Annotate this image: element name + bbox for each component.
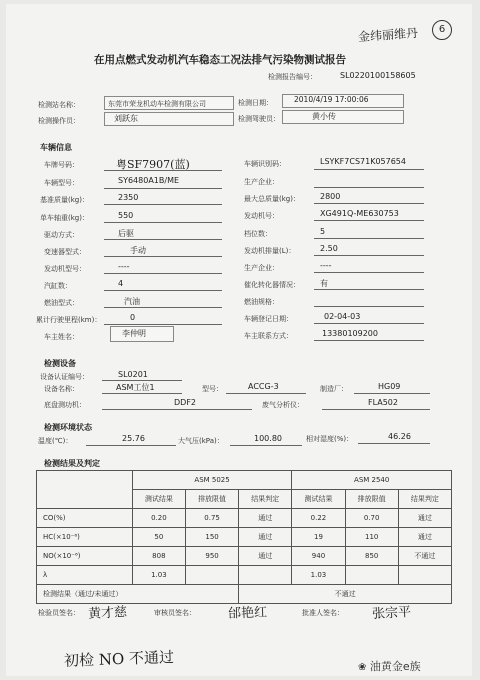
cell: 150 (185, 528, 238, 547)
cell: 940 (292, 547, 345, 566)
equip-model-value: ACCG-3 (248, 382, 279, 391)
cell: 808 (132, 547, 185, 566)
cell: 50 (132, 528, 185, 547)
table-header-row (37, 471, 452, 490)
catalyst-label: 催化转化器情况： (244, 281, 300, 289)
cell: 1.03 (292, 566, 345, 585)
approver-label: 批准人签名： (302, 609, 344, 617)
temp-value: 25.76 (122, 434, 145, 443)
handwritten-note: 初检 NO 不通过 (63, 648, 175, 670)
reviewer-label: 审核员签名： (154, 609, 196, 617)
cell: 通过 (239, 509, 292, 528)
report-page (6, 4, 472, 676)
axle-load-value: 550 (118, 211, 134, 220)
cell (239, 566, 292, 585)
base-mass-value: 2350 (118, 193, 139, 202)
phone-label: 车主联系方式： (244, 332, 293, 340)
row-label: CO(%) (37, 509, 133, 528)
watermark (358, 658, 421, 674)
cell: 1.03 (132, 566, 185, 585)
cell (398, 566, 451, 585)
displacement-label: 发动机排量(L)： (244, 247, 296, 255)
col-result: 测试结果 (132, 490, 185, 509)
cell: 19 (292, 528, 345, 547)
operator-label: 检测操作员： (38, 117, 80, 125)
axle-load-label: 单车轴重(kg)： (40, 214, 89, 222)
equip-name-value: ASM工位1 (116, 383, 155, 392)
max-mass-label: 最大总质量(kg)： (244, 195, 300, 203)
col-limit: 排放限值 (345, 490, 398, 509)
displacement-value: 2.50 (320, 244, 338, 253)
pressure-value: 100.80 (254, 434, 282, 443)
cell: 通过 (398, 509, 451, 528)
mileage-label: 累计行驶里程(km)： (36, 316, 102, 324)
reviewer-signature: 邰艳红 (227, 605, 268, 622)
cell: 0.20 (132, 509, 185, 528)
cell: 850 (345, 547, 398, 566)
equip-name-label: 设备名称： (44, 385, 79, 393)
col-judge: 结果判定 (239, 490, 292, 509)
wechat-icon: ❀ (358, 662, 367, 673)
corner-signature: 金纬丽维丹 (357, 25, 419, 45)
asm2540-header: ASM 2540 (292, 471, 452, 490)
mfr-label: 制造厂： (320, 385, 348, 393)
asm5025-header: ASM 5025 (132, 471, 292, 490)
vin-label: 车辆识别码： (244, 160, 286, 168)
final-value: 不通过 (239, 585, 452, 604)
final-result-row (37, 585, 452, 604)
cert-value: SL0201 (118, 370, 148, 379)
date-value: 2010/4/19 17:00:06 (294, 95, 369, 104)
gears-value: 5 (320, 227, 326, 236)
report-no-label: 检测报告编号： (268, 73, 317, 81)
cert-label: 设备认证编号： (40, 373, 89, 381)
engine-maker-label: 生产企业： (244, 264, 279, 272)
cell (185, 566, 238, 585)
station-value: 东莞市荣龙机动车检测有限公司 (108, 100, 206, 108)
cell (345, 566, 398, 585)
mfr-value: HG09 (378, 382, 401, 391)
row-label: NO(×10⁻⁶) (37, 547, 133, 566)
owner-label: 车主姓名： (44, 333, 79, 341)
driver-label: 检测驾驶员： (238, 115, 280, 123)
plate-label: 车牌号码： (44, 161, 79, 169)
cell: 通过 (398, 528, 451, 547)
engine-no-value: XG491Q-ME630753 (320, 209, 399, 218)
cell: 不通过 (398, 547, 451, 566)
col-judge: 结果判定 (398, 490, 451, 509)
table-row (37, 547, 452, 566)
engine-type-label: 发动机型号： (44, 265, 86, 273)
watermark-text: 油黄金e族 (369, 660, 421, 673)
analyzer-value: FLA502 (368, 398, 398, 407)
cell: 通过 (239, 528, 292, 547)
base-mass-label: 基准质量(kg)： (40, 196, 89, 204)
cell: 0.70 (345, 509, 398, 528)
cell: 通过 (239, 547, 292, 566)
vin-value: LSYKF7CS71K057654 (320, 157, 406, 166)
driver-box (282, 110, 404, 124)
engine-maker-value: ---- (320, 261, 332, 270)
engine-type-value: ---- (118, 262, 130, 271)
model-label: 车辆型号： (44, 179, 79, 187)
reg-date-label: 车辆登记日期： (244, 315, 293, 323)
approver-signature: 张宗平 (371, 604, 412, 623)
humidity-label: 相对湿度(%)： (306, 435, 354, 443)
environment-heading: 检测环境状态 (44, 423, 92, 432)
max-mass-value: 2800 (320, 192, 341, 201)
vehicle-heading: 车辆信息 (40, 143, 72, 152)
report-title: 在用点燃式发动机汽车稳态工况法排气污染物测试报告 (94, 54, 346, 66)
plate-value: 粤SF7907(蓝) (116, 158, 190, 171)
transmission-label: 变速器型式： (44, 248, 86, 256)
transmission-value: 手动 (130, 246, 146, 255)
pressure-label: 大气压(kPa)： (178, 437, 224, 445)
model-value: SY6480A1B/ME (118, 176, 180, 185)
reg-date-value: 02-04-03 (324, 312, 361, 321)
blank-header-cell (37, 471, 133, 509)
humidity-value: 46.26 (388, 432, 411, 441)
cell: 0.22 (292, 509, 345, 528)
fuel-spec-label: 燃油规格： (244, 298, 279, 306)
gears-label: 档位数： (244, 230, 272, 238)
cell: 0.75 (185, 509, 238, 528)
page-number: 6 (432, 20, 452, 40)
station-label: 检测站名称： (38, 101, 80, 109)
row-label: λ (37, 566, 133, 585)
cylinders-label: 汽缸数： (44, 282, 72, 290)
inspector-label: 检验员签名： (38, 609, 80, 617)
results-heading: 检测结果及判定 (44, 459, 100, 468)
cylinders-value: 4 (118, 279, 124, 288)
table-row (37, 509, 452, 528)
catalyst-value: 有 (320, 279, 328, 288)
table-row (37, 566, 452, 585)
row-label: HC(×10⁻⁶) (37, 528, 133, 547)
operator-value: 刘跃东 (114, 114, 138, 123)
dyno-label: 底盘测功机： (44, 401, 86, 409)
results-table (36, 470, 452, 604)
temp-label: 温度(℃)： (38, 437, 73, 445)
table-row (37, 528, 452, 547)
phone-value: 13380109200 (322, 329, 378, 338)
cell: 110 (345, 528, 398, 547)
col-result: 测试结果 (292, 490, 345, 509)
owner-value: 李仲明 (122, 329, 146, 338)
drive-value: 后驱 (118, 229, 134, 238)
fuel-value: 汽油 (124, 297, 140, 306)
equipment-heading: 检测设备 (44, 359, 76, 368)
inspector-signature: 黄才慈 (87, 604, 128, 623)
maker-label: 生产企业： (244, 178, 279, 186)
fuel-label: 燃油型式： (44, 299, 79, 307)
col-limit: 排放限值 (185, 490, 238, 509)
cell: 950 (185, 547, 238, 566)
engine-no-label: 发动机号： (244, 212, 279, 220)
driver-value: 黄小传 (312, 112, 336, 121)
dyno-value: DDF2 (174, 398, 197, 407)
report-no: SL0220100158605 (340, 71, 416, 80)
date-label: 检测日期： (238, 99, 273, 107)
mileage-value: 0 (130, 313, 136, 322)
final-label: 检测结果（通过/未通过） (37, 585, 239, 604)
drive-label: 驱动方式： (44, 231, 79, 239)
equip-model-label: 型号： (202, 385, 223, 393)
analyzer-label: 废气分析仪： (262, 401, 304, 409)
